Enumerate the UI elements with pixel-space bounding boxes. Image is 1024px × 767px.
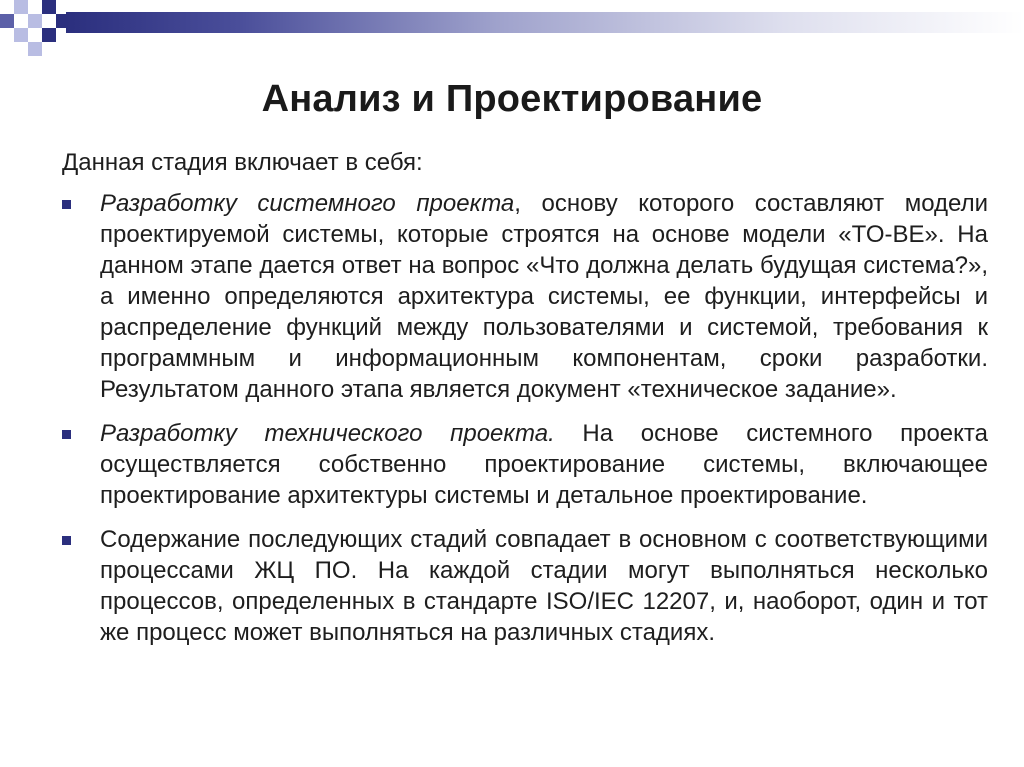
bullet-item	[62, 524, 988, 648]
corner-square	[14, 28, 28, 42]
bullet-list	[62, 188, 988, 661]
corner-square	[28, 14, 42, 28]
bullet-emphasis: Разработку технического проекта.	[100, 420, 555, 447]
bullet-item	[62, 418, 988, 511]
corner-square	[28, 42, 42, 56]
slide-title: Анализ и Проектирование	[261, 78, 763, 120]
bullet-emphasis: Разработку системного проекта	[100, 190, 515, 217]
bullet-text: Содержание последующих стадий совпадает в основном с соответствующими процессами ЖЦ ПО. На каждой стадии могут выполняться несколько процессов, определенных в стандарте ISO/IEC 12207, и, наоборот, один и тот же процесс может выполняться на различных стадиях.	[100, 526, 988, 646]
square-bullet-icon	[62, 536, 71, 545]
intro-text: Данная стадия включает в себя:	[62, 149, 423, 176]
bullet-text: На основе системного проекта осуществляется собственно проектирование системы, включающее проектирование архитектуры системы и детальное проектирование.	[100, 420, 988, 509]
square-bullet-icon	[62, 200, 71, 209]
square-bullet-icon	[62, 430, 71, 439]
bullet-item	[62, 188, 988, 405]
corner-square	[0, 14, 14, 28]
header-gradient-bar	[66, 12, 1024, 33]
corner-square	[42, 28, 56, 42]
corner-square	[42, 0, 56, 14]
corner-square	[14, 0, 28, 14]
bullet-text: , основу которого составляют модели проектируемой системы, которые строятся на основе модели «TO-BE». На данном этапе дается ответ на вопрос «Что должна делать будущая система?», а именно определяются архитектура системы, ее функции, интерфейсы и распределение функций между пользователями и системой, требования к программным и информационным компонентам, сроки разработки. Результатом данного этапа является документ «техническое задание».	[100, 190, 989, 403]
